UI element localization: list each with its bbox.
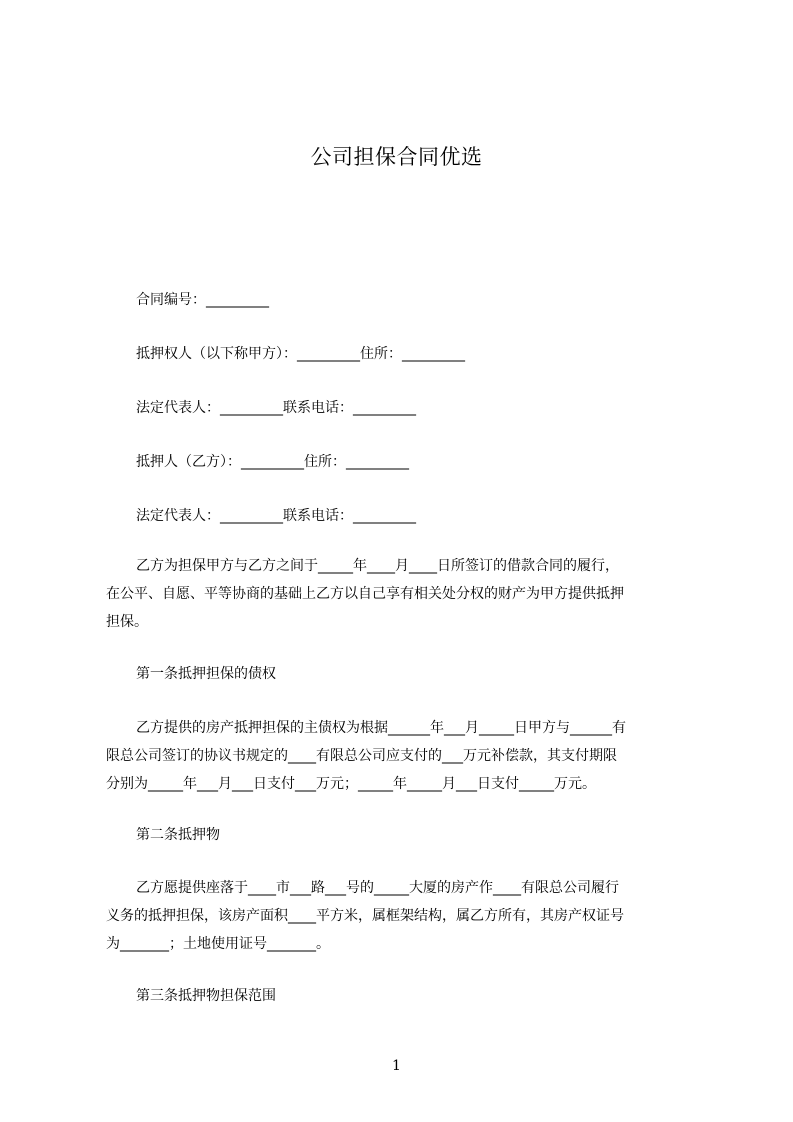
article-1-line: 分别为_____年___月___日支付___万元；_____年_____月___日支付_____万元。 <box>106 776 596 792</box>
intro-line: 乙方为担保甲方与乙方之间于_____年____月____日所签订的借款合同的履行， <box>136 558 619 574</box>
article-2-line: 为_______；土地使用证号_______。 <box>106 936 330 952</box>
legal-representative-b-line: 法定代表人：_________联系电话：_________ <box>136 508 416 524</box>
mortgagor-line: 抵押人（乙方）：_________住所：_________ <box>136 454 409 470</box>
intro-line: 担保。 <box>106 614 148 630</box>
article-2-paragraph <box>106 874 702 958</box>
contract-number-line: 合同编号：_________ <box>136 292 269 308</box>
article-1-line: 限总公司签订的协议书规定的____有限总公司应支付的___万元补偿款，其支付期限 <box>106 748 617 764</box>
intro-line: 在公平、自愿、平等协商的基础上乙方以自己享有相关处分权的财产为甲方提供抵押 <box>106 586 624 602</box>
article-2-line: 乙方愿提供座落于____市___路___号的_____大厦的房产作____有限总公司履行 <box>136 880 619 896</box>
article-1-line: 乙方提供的房产抵押担保的主债权为根据______年___月_____日甲方与______有 <box>136 720 626 736</box>
mortgagee-line: 抵押权人（以下称甲方）：_________住所：_________ <box>136 346 465 362</box>
article-1-paragraph <box>106 714 702 798</box>
article-2-line: 义务的抵押担保，该房产面积____平方米，属框架结构，属乙方所有，其房产权证号 <box>106 908 624 924</box>
intro-paragraph <box>106 552 702 636</box>
document-title: 公司担保合同优选 <box>310 145 483 169</box>
page-number: 1 <box>392 1058 401 1074</box>
legal-representative-a-line: 法定代表人：_________联系电话：_________ <box>136 400 416 416</box>
article-2-heading: 第二条抵押物 <box>136 827 220 843</box>
article-1-heading: 第一条抵押担保的债权 <box>136 666 276 682</box>
article-3-heading: 第三条抵押物担保范围 <box>136 988 276 1004</box>
